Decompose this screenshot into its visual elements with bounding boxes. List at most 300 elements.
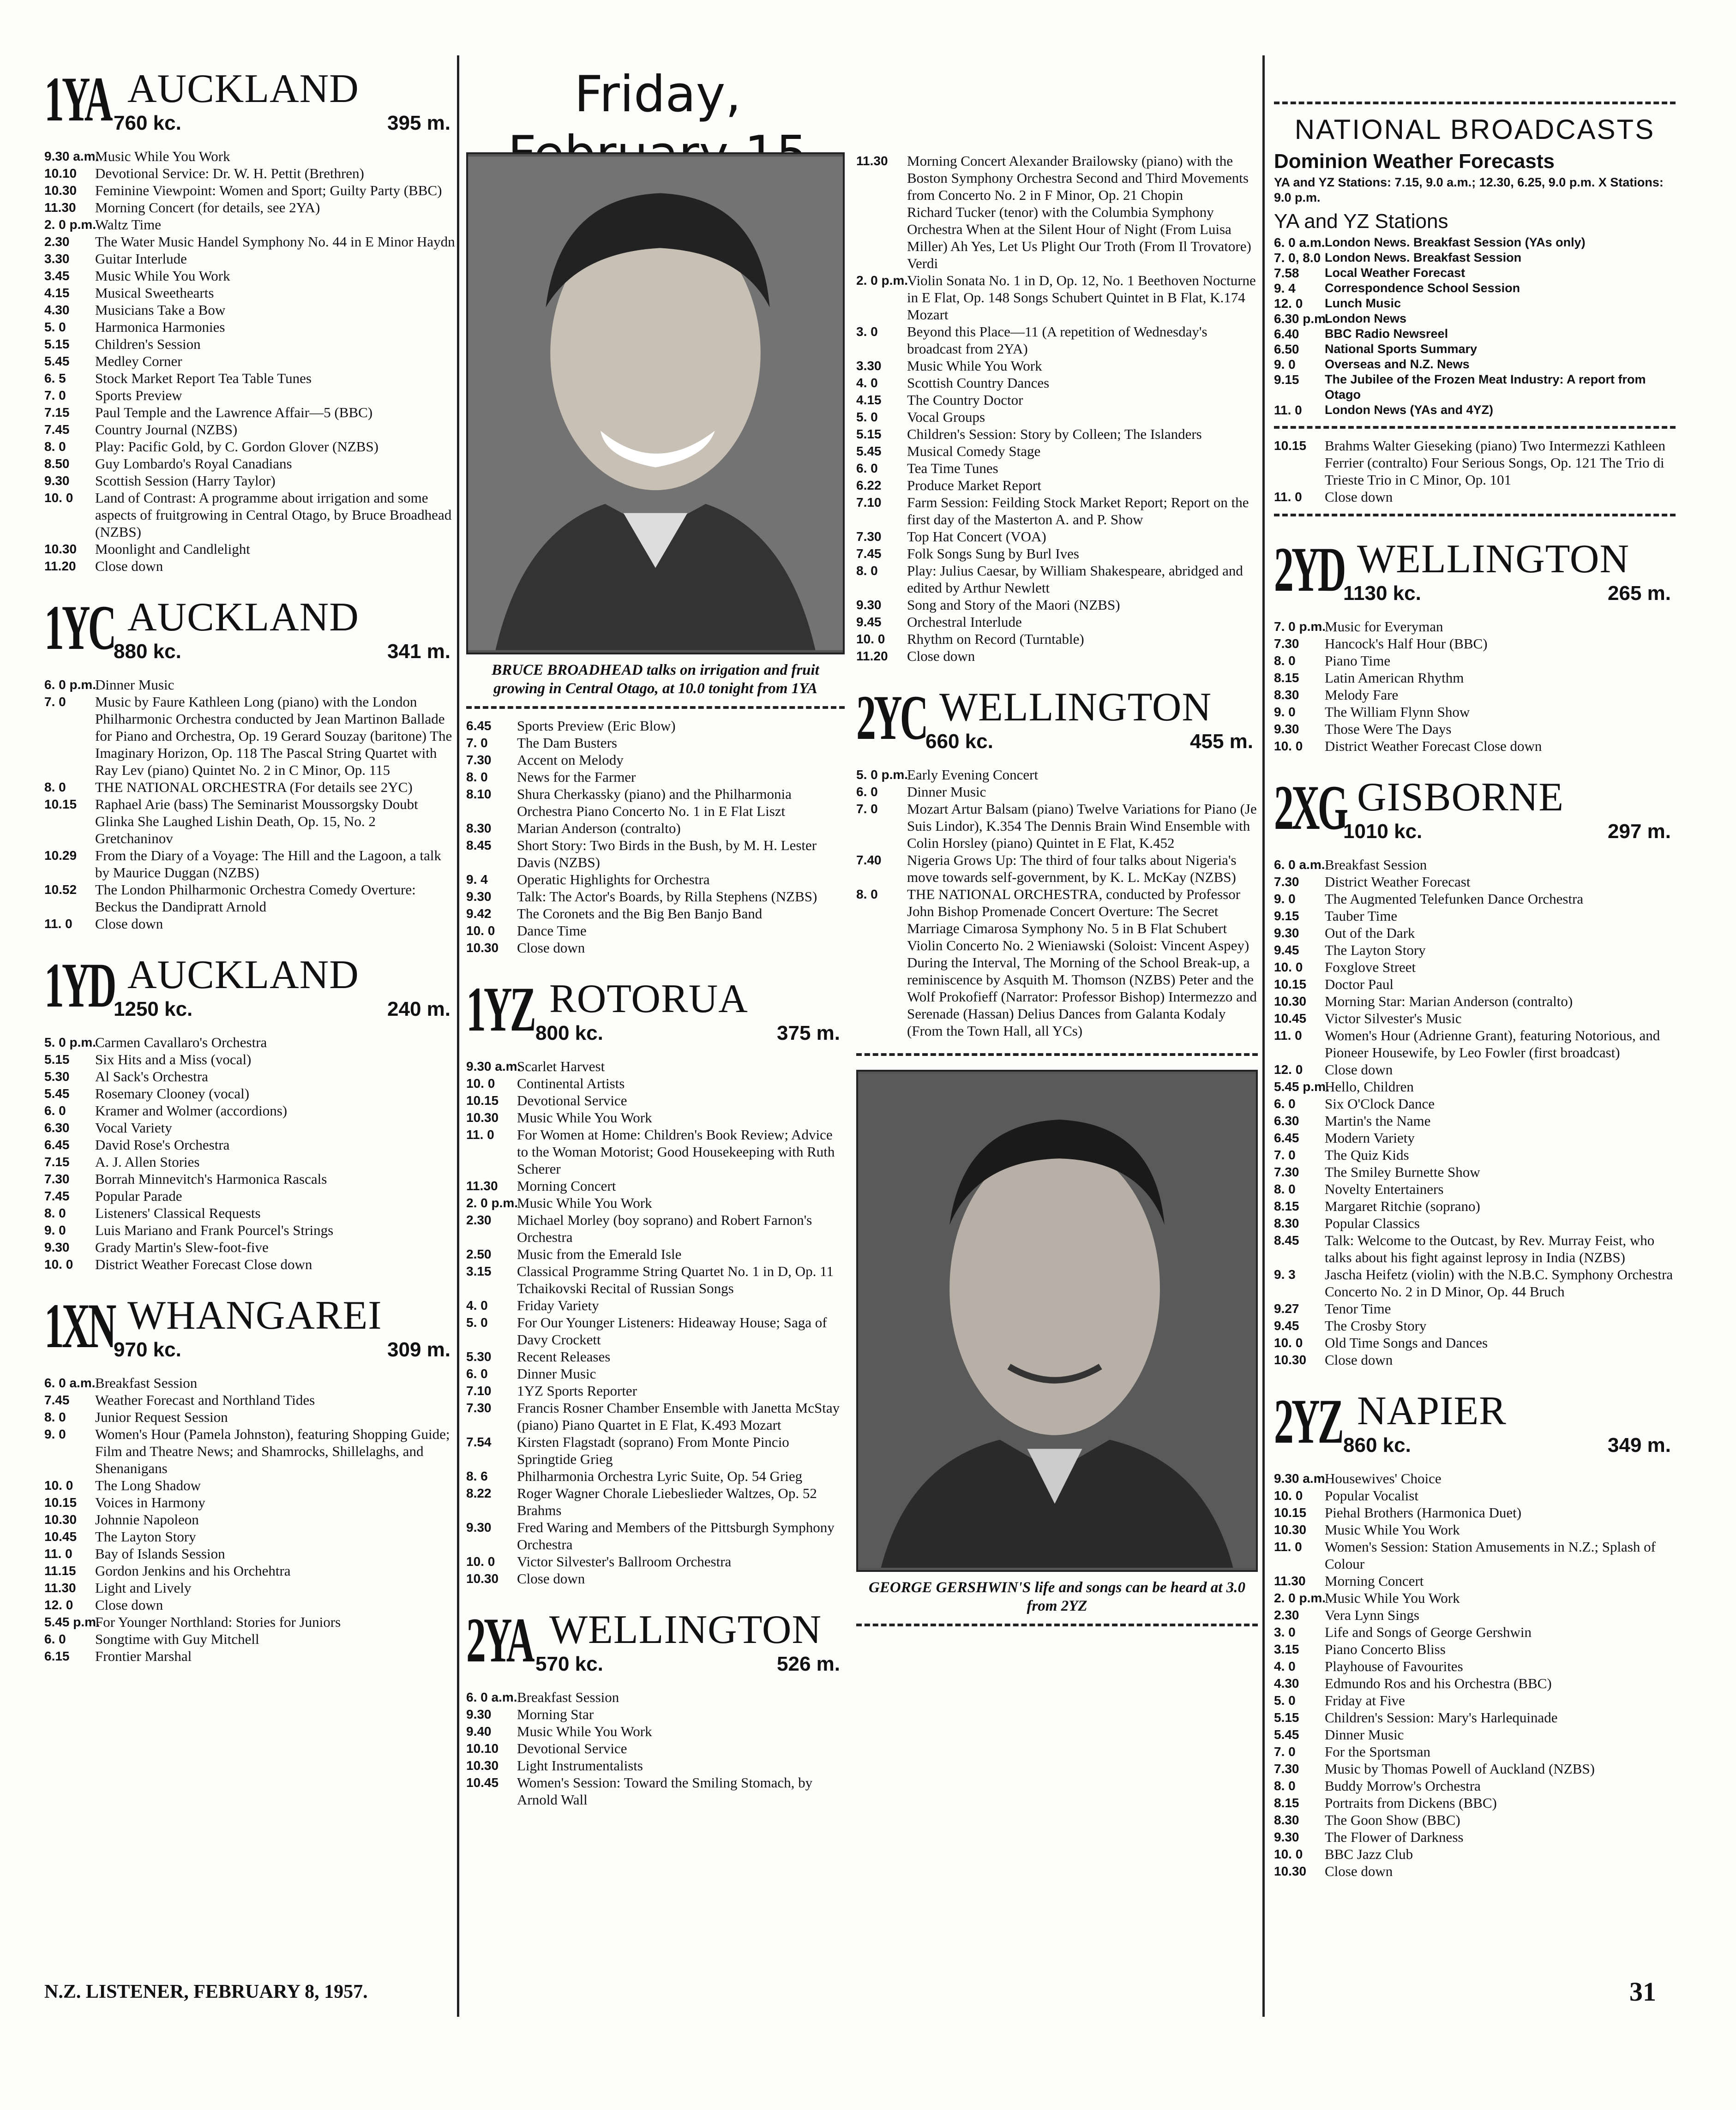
divider — [466, 706, 845, 709]
program-title: London News. Breakfast Session (YAs only) — [1325, 235, 1586, 249]
station-call: 2YZ — [1274, 1386, 1342, 1457]
program-time: 6. 5 — [44, 371, 66, 385]
program-item — [44, 233, 455, 250]
program-title: The Augmented Telefunken Dance Orchestra — [1325, 891, 1584, 907]
program-item — [466, 1689, 845, 1706]
program-item — [1274, 1828, 1676, 1846]
program-item — [1274, 296, 1676, 311]
program-item — [1274, 1811, 1676, 1828]
program-title: Songtime with Guy Mitchell — [95, 1631, 259, 1647]
program-time: 3.30 — [856, 359, 882, 373]
station-frequency: 1250 kc. — [114, 998, 193, 1020]
program-time: 8. 0 — [44, 1206, 66, 1220]
program-title: Paul Temple and the Lawrence Affair—5 (BBC) — [95, 404, 373, 420]
program-item — [44, 1136, 455, 1153]
station-header — [1274, 535, 1676, 613]
program-item — [856, 766, 1258, 783]
station-wavelength: 265 m. — [1608, 582, 1671, 605]
program-time: 8.15 — [1274, 1796, 1299, 1810]
program-item — [466, 785, 845, 820]
program-time: 7.30 — [1274, 1762, 1299, 1776]
program-title: Scottish Session (Harry Taylor) — [95, 473, 276, 489]
station-header — [44, 951, 455, 1029]
program-title: Morning Concert Alexander Brailowsky (piano) with the Boston Symphony Orchestra Second and Third Movements from Concerto No. 2 in F Minor, Op. 21 Chopin — [907, 153, 1249, 203]
program-time: 7.58 — [1274, 266, 1299, 280]
program-time: 8.15 — [1274, 671, 1299, 685]
station-wavelength: 309 m. — [387, 1338, 451, 1361]
program-title: District Weather Forecast Close down — [95, 1256, 312, 1272]
program-item — [856, 374, 1258, 391]
program-title: Piehal Brothers (Harmonica Duet) — [1325, 1505, 1522, 1521]
program-title: The London Philharmonic Orchestra Comedy Overture: Beckus the Dandipratt Arnold — [95, 881, 416, 915]
program-title: Modern Variety — [1325, 1130, 1415, 1146]
program-item — [1274, 1504, 1676, 1521]
program-title: Music by Faure Kathleen Long (piano) with the London Philharmonic Orchestra conducted by Jean Martinon Ballade for Piano and Orchestra, Op. 19 Gerard Souzay (baritone) The Imaginary Horizon, Op. 118 The Pascal String Quartet with Ray Lev (piano) Quintet No. 2 in C Minor, Op. 115 — [95, 694, 452, 778]
program-title: Devotional Service: Dr. W. H. Pettit (Brethren) — [95, 165, 364, 181]
column-1 — [44, 55, 455, 1994]
station-wavelength: 240 m. — [387, 998, 451, 1020]
program-time: 5.45 p.m. — [1274, 1079, 1329, 1094]
program-item — [856, 494, 1258, 528]
program-title: Popular Vocalist — [1325, 1487, 1418, 1504]
program-time: 7. 0 — [466, 736, 488, 750]
divider — [856, 1053, 1258, 1056]
program-item — [466, 871, 845, 888]
program-time: 8. 0 — [44, 439, 66, 454]
program-title: Vocal Variety — [95, 1120, 172, 1136]
program-title: Borrah Minnevitch's Harmonica Rascals — [95, 1171, 327, 1187]
program-time: 5.45 — [44, 354, 70, 368]
program-time: 5.45 — [44, 1086, 70, 1101]
station-wavelength: 349 m. — [1608, 1434, 1671, 1457]
program-title: Overseas and N.Z. News — [1325, 357, 1470, 371]
program-time: 9.45 — [1274, 1319, 1299, 1333]
program-item — [1274, 1487, 1676, 1504]
program-title: Local Weather Forecast — [1325, 266, 1466, 280]
program-item — [856, 562, 1258, 596]
program-time: 12. 0 — [1274, 1062, 1303, 1077]
program-time: 8.50 — [44, 456, 70, 471]
program-item — [466, 1468, 845, 1485]
program-title: The Goon Show (BBC) — [1325, 1812, 1460, 1828]
program-list — [1274, 1470, 1676, 1880]
program-item — [1274, 1129, 1676, 1146]
program-item — [466, 1058, 845, 1075]
program-time: 7.30 — [856, 529, 882, 544]
program-time: 3.30 — [44, 252, 70, 266]
program-item — [466, 1553, 845, 1570]
program-item — [466, 1092, 845, 1109]
program-title: The Jubilee of the Frozen Meat Industry: A report from Otago — [1325, 372, 1646, 402]
program-time: 5. 0 — [856, 410, 878, 424]
program-time: 4.30 — [44, 303, 70, 317]
program-item — [1274, 1010, 1676, 1027]
program-title: Waltz Time — [95, 216, 162, 233]
program-time: 11. 0 — [1274, 1028, 1302, 1043]
program-title: Out of the Dark — [1325, 925, 1415, 941]
program-time: 5. 0 — [1274, 1693, 1296, 1708]
program-list — [1274, 856, 1676, 1368]
program-time: 2. 0 p.m. — [1274, 1591, 1326, 1605]
program-title: Breakfast Session — [1325, 857, 1427, 873]
program-title: Music from the Emerald Isle — [517, 1246, 682, 1262]
program-title: Children's Session: Mary's Harlequinade — [1325, 1709, 1558, 1726]
program-item — [44, 796, 455, 847]
program-item — [466, 1723, 845, 1740]
program-time: 7.30 — [466, 753, 492, 767]
program-list — [1274, 618, 1676, 755]
station-city: WELLINGTON — [549, 1607, 822, 1652]
program-title: Brahms Walter Gieseking (piano) Two Intermezzi Kathleen Ferrier (contralto) Four Serious Songs, Op. 121 The Trio di Trieste Trio in C Minor, Op. 101 — [1325, 438, 1665, 488]
station-frequency: 570 kc. — [535, 1653, 603, 1675]
program-item — [1274, 907, 1676, 924]
program-item — [1274, 924, 1676, 941]
program-title: Music by Thomas Powell of Auckland (NZBS) — [1325, 1761, 1595, 1777]
program-item — [466, 888, 845, 905]
program-time: 6. 0 — [1274, 1097, 1296, 1111]
program-time: 8. 0 — [44, 1410, 66, 1424]
program-time: 9.30 — [44, 1240, 70, 1254]
program-item — [1274, 1061, 1676, 1078]
program-time: 6.45 — [44, 1138, 70, 1152]
program-title: Richard Tucker (tenor) with the Columbia Symphony Orchestra When at the Silent Hour of Night (From Luisa Miller) Ah Yes, Let Us Plight Our Troth (From Il Trovatore) Verdi — [907, 204, 1251, 271]
station-wavelength: 455 m. — [1190, 730, 1253, 753]
program-item — [44, 1648, 455, 1665]
program-time: 6. 0 — [856, 461, 878, 475]
program-time: 11. 0 — [1274, 1540, 1302, 1554]
program-time: 9.30 a.m. — [44, 149, 99, 163]
program-title: Gordon Jenkins and his Orchehtra — [95, 1563, 291, 1579]
program-item — [466, 1314, 845, 1348]
program-time: 10. 0 — [466, 1554, 495, 1569]
weather-title: Dominion Weather Forecasts — [1274, 150, 1555, 173]
program-item — [44, 1477, 455, 1494]
program-title: Guy Lombardo's Royal Canadians — [95, 456, 292, 472]
program-title: Talk: The Actor's Boards, by Rilla Stephens (NZBS) — [517, 888, 817, 905]
divider — [1274, 426, 1676, 429]
program-title: Friday at Five — [1325, 1692, 1405, 1708]
program-item — [466, 837, 845, 871]
program-title: Country Journal (NZBS) — [95, 421, 238, 438]
program-item — [1274, 1317, 1676, 1334]
program-title: Close down — [95, 558, 163, 574]
program-item — [44, 387, 455, 404]
program-time: 10.29 — [44, 848, 77, 863]
program-item — [44, 165, 455, 182]
program-item — [466, 905, 845, 922]
weather-text: YA and YZ Stations: 7.15, 9.0 a.m.; 12.30, 6.25, 9.0 p.m. X Stations: 9.0 p.m. — [1274, 175, 1664, 204]
program-time: 9. 0 — [44, 1427, 66, 1441]
program-list — [44, 676, 455, 932]
program-item — [44, 336, 455, 353]
program-item — [466, 1774, 845, 1808]
program-title: Raphael Arie (bass) The Seminarist Moussorgsky Doubt Glinka She Laughed Lishin Death, Op. 15, No. 2 Gretchaninov — [95, 796, 418, 846]
station-city: AUCKLAND — [127, 595, 359, 640]
program-title: Close down — [95, 916, 163, 932]
program-time: 8. 0 — [856, 887, 878, 901]
station-call: 2YC — [856, 682, 926, 753]
program-title: Popular Classics — [1325, 1215, 1420, 1231]
program-time: 8. 0 — [1274, 1182, 1296, 1196]
program-item — [1274, 1794, 1676, 1811]
program-title: Children's Session — [95, 336, 201, 352]
program-time: 11.30 — [856, 154, 888, 168]
program-item — [44, 1102, 455, 1119]
program-title: Music While You Work — [95, 148, 230, 164]
program-time: 6.45 — [466, 719, 492, 733]
program-item — [1274, 1760, 1676, 1777]
program-list — [466, 1689, 845, 1808]
station-header — [44, 65, 455, 143]
program-item — [1274, 488, 1676, 505]
station-city: AUCKLAND — [127, 66, 359, 111]
program-item — [1274, 1215, 1676, 1232]
program-title: Rosemary Clooney (vocal) — [95, 1085, 250, 1102]
program-item — [1274, 250, 1676, 265]
program-title: Al Sack's Orchestra — [95, 1068, 208, 1085]
program-time: 11.30 — [466, 1179, 498, 1193]
portrait-image — [858, 1072, 1256, 1570]
program-item — [1274, 737, 1676, 755]
program-time: 2. 0 p.m. — [856, 273, 908, 288]
program-time: 6.50 — [1274, 342, 1299, 356]
station-frequency: 660 kc. — [925, 730, 993, 753]
station-call: 1YA — [44, 64, 111, 134]
program-title: Latin American Rhythm — [1325, 670, 1464, 686]
program-title: Johnnie Napoleon — [95, 1511, 199, 1528]
program-time: 7.45 — [44, 422, 70, 437]
program-item — [466, 939, 845, 956]
program-title: Medley Corner — [95, 353, 182, 369]
program-title: Breakfast Session — [517, 1689, 619, 1705]
program-item — [856, 647, 1258, 665]
program-title: Piano Time — [1325, 653, 1391, 669]
program-time: 7. 0 — [1274, 1148, 1296, 1162]
program-list — [1274, 437, 1676, 505]
program-item — [1274, 265, 1676, 281]
program-item — [44, 1170, 455, 1187]
program-time: 6.22 — [856, 478, 882, 492]
program-item — [44, 182, 455, 199]
station-city: WHANGAREI — [127, 1293, 382, 1338]
program-title: For Younger Northland: Stories for Juniors — [95, 1614, 341, 1630]
program-title: Hancock's Half Hour (BBC) — [1325, 635, 1488, 652]
program-time: 8.30 — [1274, 688, 1299, 702]
program-title: Continental Artists — [517, 1075, 625, 1091]
program-item — [44, 370, 455, 387]
program-item — [44, 540, 455, 557]
program-item — [1274, 941, 1676, 959]
program-title: The Layton Story — [1325, 942, 1426, 958]
program-time: 3.45 — [44, 269, 70, 283]
program-time: 9. 0 — [1274, 892, 1296, 906]
program-time: 10. 0 — [44, 1478, 73, 1493]
program-list — [44, 148, 455, 575]
program-time: 10.30 — [1274, 1353, 1307, 1367]
program-time: 10.15 — [1274, 438, 1307, 453]
program-item — [44, 915, 455, 932]
program-item — [44, 1613, 455, 1630]
program-title: Jascha Heifetz (violin) with the N.B.C. Symphony Orchestra Concerto No. 2 in D Minor, Op. 44 Bruch — [1325, 1266, 1673, 1300]
program-item — [1274, 1351, 1676, 1368]
program-title: For Women at Home: Children's Book Review; Advice to the Woman Motorist; Good Housekeeping with Ruth Scherer — [517, 1127, 835, 1177]
program-time: 9. 0 — [1274, 357, 1296, 372]
program-time: 6. 0 a.m. — [1274, 235, 1325, 250]
program-title: Recent Releases — [517, 1349, 611, 1365]
program-item — [44, 1562, 455, 1579]
program-title: Foxglove Street — [1325, 959, 1416, 975]
program-title: Six O'Clock Dance — [1325, 1096, 1435, 1112]
program-item — [1274, 1777, 1676, 1794]
program-item — [44, 1409, 455, 1426]
program-item — [1274, 652, 1676, 669]
program-item — [1274, 372, 1676, 402]
program-time: 7.10 — [856, 495, 882, 510]
program-item — [856, 851, 1258, 886]
program-item — [1274, 1572, 1676, 1589]
program-time: 6.30 p.m. — [1274, 312, 1329, 326]
program-time: 7. 0 — [44, 695, 66, 709]
program-time: 10.45 — [1274, 1011, 1307, 1025]
program-item — [1274, 1846, 1676, 1863]
program-time: 6. 0 a.m. — [466, 1690, 517, 1704]
program-list — [44, 1034, 455, 1273]
program-item — [44, 148, 455, 165]
program-time: 10.30 — [44, 1512, 77, 1527]
program-title: Close down — [1325, 1061, 1393, 1078]
program-title: The Coronets and the Big Ben Banjo Band — [517, 905, 763, 922]
program-time: 7. 0 — [856, 802, 878, 816]
program-time: 11.20 — [856, 649, 888, 663]
program-time: 3.15 — [1274, 1642, 1299, 1656]
program-time: 11.15 — [44, 1564, 76, 1578]
station-city: ROTORUA — [549, 977, 748, 1021]
program-title: Marian Anderson (contralto) — [517, 820, 681, 836]
program-title: Light and Lively — [95, 1580, 192, 1596]
program-title: Dinner Music — [517, 1366, 596, 1382]
station-call: 2YD — [1274, 534, 1344, 605]
program-time: 3. 0 — [1274, 1625, 1296, 1639]
program-title: Devotional Service — [517, 1092, 627, 1109]
program-item — [1274, 1658, 1676, 1675]
divider — [1274, 102, 1676, 104]
program-title: Those Were The Days — [1325, 721, 1452, 737]
portrait-image — [468, 154, 843, 653]
program-title: Dance Time — [517, 923, 587, 939]
program-title: Women's Session: Station Amusements in N.Z.; Splash of Colour — [1325, 1539, 1656, 1572]
program-title: Weather Forecast and Northland Tides — [95, 1392, 315, 1408]
program-time: 6. 0 — [856, 785, 878, 799]
program-title: Women's Session: Toward the Smiling Stomach, by Arnold Wall — [517, 1774, 813, 1808]
program-item — [1274, 856, 1676, 873]
program-time: 9.30 — [1274, 722, 1299, 736]
program-title: The Long Shadow — [95, 1477, 201, 1493]
program-time: 2.30 — [1274, 1608, 1299, 1622]
program-time: 6.30 — [1274, 1114, 1299, 1128]
program-time: 7.45 — [44, 1189, 70, 1203]
program-time: 9.30 — [44, 474, 70, 488]
program-time: 8. 0 — [1274, 653, 1296, 668]
program-title: Listeners' Classical Requests — [95, 1205, 261, 1221]
program-item — [1274, 326, 1676, 342]
program-time: 5.30 — [466, 1349, 492, 1364]
program-item — [1274, 1675, 1676, 1692]
program-item — [856, 152, 1258, 204]
program-title: Roger Wagner Chorale Liebeslieder Waltzes, Op. 52 Brahms — [517, 1485, 817, 1518]
program-item — [466, 1109, 845, 1126]
program-item — [1274, 1112, 1676, 1129]
program-item — [1274, 1863, 1676, 1880]
program-title: For Our Younger Listeners: Hideaway House; Saga of Davy Crockett — [517, 1314, 827, 1348]
program-title: London News — [1325, 312, 1406, 325]
program-time: 6. 0 — [44, 1632, 66, 1646]
program-title: District Weather Forecast Close down — [1325, 738, 1542, 754]
program-item — [1274, 1589, 1676, 1606]
program-title: Children's Session: Story by Colleen; The Islanders — [907, 426, 1202, 442]
program-item — [1274, 1470, 1676, 1487]
program-title: Morning Concert — [1325, 1573, 1424, 1589]
program-item — [466, 922, 845, 939]
program-time: 6. 0 a.m. — [1274, 857, 1325, 872]
program-item — [44, 301, 455, 318]
program-time: 8. 0 — [466, 770, 488, 784]
program-item — [466, 1211, 845, 1246]
program-title: Short Story: Two Birds in the Bush, by M. H. Lester Davis (NZBS) — [517, 837, 817, 870]
program-time: 10.15 — [466, 1093, 499, 1108]
program-time: 5.45 — [1274, 1727, 1299, 1742]
program-item — [856, 408, 1258, 426]
program-title: Nigeria Grows Up: The third of four talks about Nigeria's move towards self-government, by K. L. McKay (NZBS) — [907, 852, 1237, 885]
program-title: Dinner Music — [1325, 1726, 1404, 1743]
program-time: 7.40 — [856, 853, 882, 867]
program-time: 3. 0 — [856, 324, 878, 339]
program-item — [44, 676, 455, 693]
program-time: 8.45 — [466, 838, 492, 852]
program-title: The Dam Busters — [517, 735, 617, 751]
program-time: 5.15 — [44, 337, 70, 351]
program-time: 10.30 — [44, 183, 77, 198]
program-list — [44, 1374, 455, 1665]
program-title: Novelty Entertainers — [1325, 1181, 1444, 1197]
program-title: Tea Time Tunes — [907, 460, 998, 476]
program-time: 9.45 — [856, 615, 882, 629]
program-item — [466, 1348, 845, 1365]
station-header — [1274, 773, 1676, 851]
program-item — [1274, 1692, 1676, 1709]
program-item — [466, 1706, 845, 1723]
program-time: 10. 0 — [466, 1076, 495, 1091]
program-list — [856, 766, 1258, 1039]
program-time: 8. 0 — [44, 780, 66, 794]
program-item — [856, 528, 1258, 545]
program-title: The Flower of Darkness — [1325, 1829, 1464, 1845]
program-time: 6. 0 — [44, 1103, 66, 1118]
program-title: Women's Hour (Pamela Johnston), featuring Shopping Guide; Film and Theatre News; and Shamrocks, Shillelaghs, and Shenanigans — [95, 1426, 450, 1476]
program-title: Friday Variety — [517, 1297, 599, 1313]
program-item — [1274, 342, 1676, 357]
program-item — [1274, 669, 1676, 686]
program-title: Guitar Interlude — [95, 251, 187, 267]
station-frequency: 800 kc. — [535, 1022, 603, 1044]
program-time: 4. 0 — [1274, 1659, 1296, 1673]
program-title: For the Sportsman — [1325, 1744, 1431, 1760]
program-title: Music While You Work — [1325, 1590, 1460, 1606]
program-title: Vocal Groups — [907, 409, 985, 425]
program-item — [856, 800, 1258, 851]
program-item — [856, 357, 1258, 374]
program-item — [44, 1187, 455, 1205]
program-item — [44, 1511, 455, 1528]
